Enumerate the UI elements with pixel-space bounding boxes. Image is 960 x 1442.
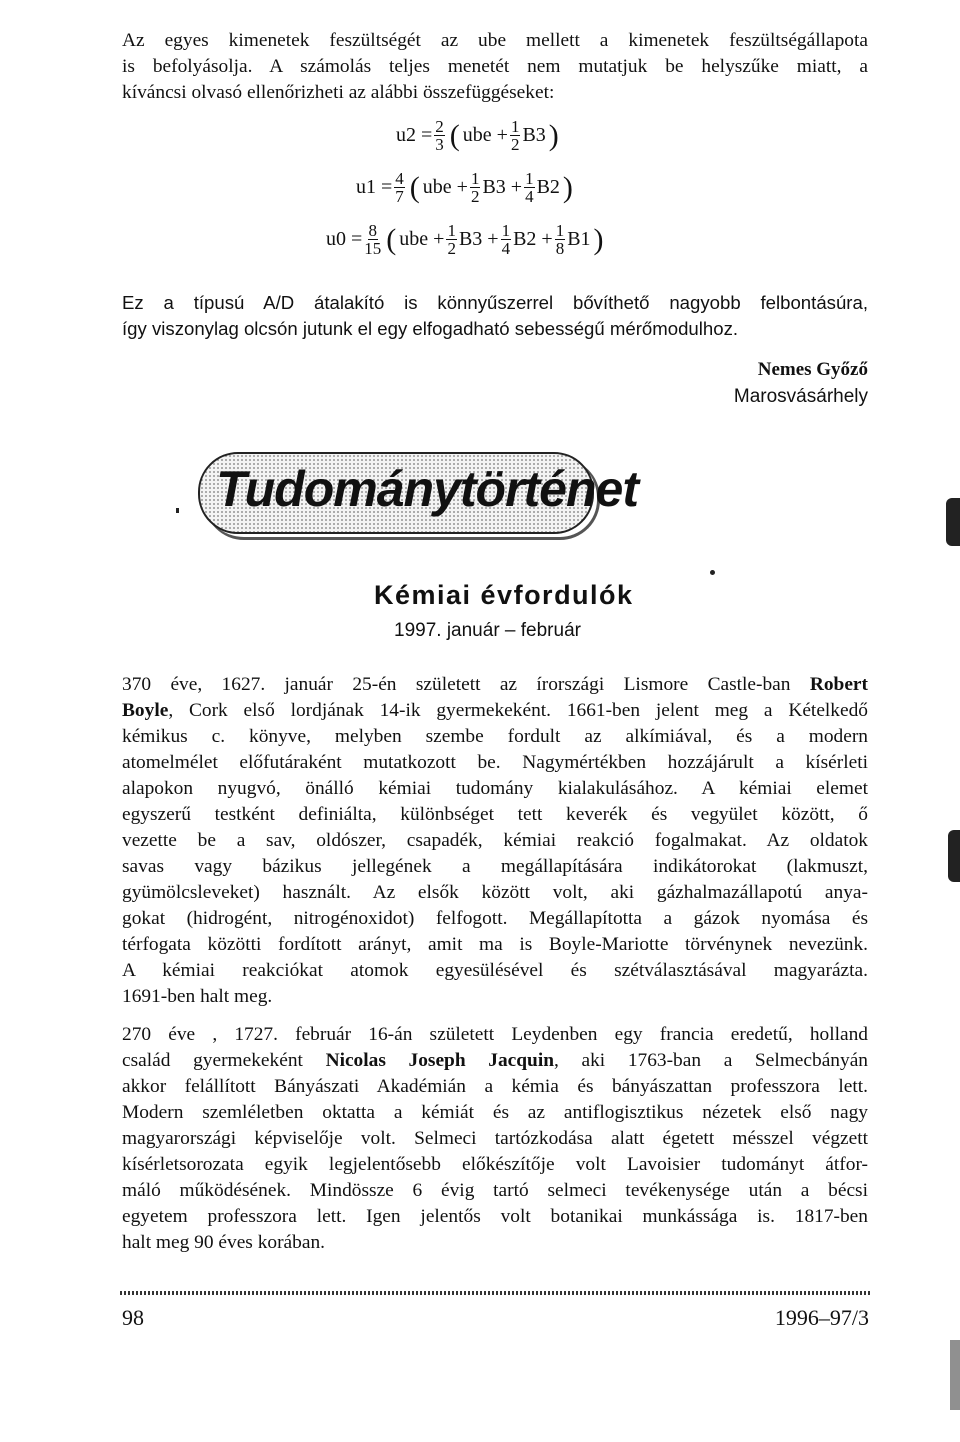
conclusion-line: Ez a típusú A/D átalakító is könnyűszerrel bővíthető nagyobb felbontásúra, [122,292,868,313]
article-line: A kémiai reakciókat atomok egyesülésével és szétválasztásával magyarázta. [122,960,868,981]
formula-fraction [555,222,566,257]
numerator: 8 [368,221,378,240]
denominator: 15 [364,239,382,258]
denominator: 2 [447,239,456,258]
section-date: 1997. január – február [394,620,581,641]
banner-title: Tudománytörténet [216,461,638,517]
article-line: kémikus c. könyve, melyben szembe fordult az alkímiával, és a modern [122,726,868,747]
margin-mark [950,1340,960,1410]
article-line: egyszerű testként definiálta, különbséget tett keverék és vegyület között, ő [122,804,868,825]
margin-mark [946,498,960,546]
formula-term: B1 [567,228,591,250]
formula-term: B3 + [458,228,499,250]
article-line: halt meg 90 éves korában. [122,1232,325,1253]
formula-u0 [326,222,607,257]
numerator: 1 [525,169,534,188]
article-text: , Cork első lordjának 14-ik gyermekeként. 1661-ben jelent meg a Kételkedő [168,700,868,721]
article-line: akkor felállított Bányászati Akadémián a kémia és bányászattan professzora lett. [122,1076,868,1097]
close-paren: ) [548,118,559,152]
denominator: 8 [555,239,565,258]
numerator: 1 [555,221,565,240]
intro-line: is befolyásolja. A számolás teljes menetét nem mutatjuk be helyszűke miatt, a [122,56,868,77]
print-speck [176,508,179,513]
intro-line: kíváncsi olvasó ellenőrizheti az alábbi összefüggéseket: [122,82,555,103]
numerator: 1 [501,221,511,240]
denominator: 7 [395,187,404,206]
formula-fraction [501,222,512,257]
numerator: 1 [470,169,480,188]
article-line: máló működésének. Mindössze 6 évig tartó selmeci tevékenysége után a bécsi [122,1180,868,1201]
formula-term: B2 + [513,228,553,250]
article-line [122,672,868,698]
formula-term: ube + [462,124,508,146]
author-signature [734,356,868,410]
article-line: 1691-ben halt meg. [122,986,273,1007]
article-line: Modern szemléletben oktatta a kémiát és az antiflogisztikus nézetek első nagy [122,1102,868,1123]
formula-fraction [446,222,457,257]
open-paren: ( [386,222,397,256]
denominator: 3 [435,135,444,154]
person-name: Nicolas Joseph Jacquin [325,1050,555,1071]
author-name: Nemes Győző [757,359,868,380]
conclusion-paragraph [122,290,868,342]
issue-number: 1996–97/3 [774,1305,869,1330]
close-paren: ) [593,222,604,256]
person-name: Robert [809,674,868,695]
numerator: 1 [447,221,456,240]
article-line: savas vagy bázikus jellegének a megállapítására indikátorokat (lakmuszt, [122,856,868,877]
formula-fraction [470,170,481,205]
denominator: 2 [510,135,520,154]
article-jacquin [122,1022,868,1256]
section-title: Kémiai évfordulók [374,580,634,610]
formula-lhs: u2 = [396,124,433,146]
article-line: alapokon nyugvó, önálló kémiai tudomány kialakulásához. A kémiai elemet [122,778,868,799]
article-line: vezette be a sav, oldószer, csapadék, kémiai reakció fogalmakat. Az oldatok [122,830,868,851]
numerator: 1 [510,117,520,136]
formula-term: B3 + [482,176,523,198]
formula-coefficient [434,118,445,153]
article-line: atomelmélet előfutáraként mutatkozott be. Nagymértékben hozzájárult a kísérleti [122,752,868,773]
formula-lhs: u1 = [356,176,393,198]
article-text: család gyermekeként [122,1050,326,1071]
open-paren: ( [449,118,460,152]
denominator: 2 [470,187,480,206]
formula-term: ube + [399,228,445,250]
denominator: 4 [525,187,534,206]
article-line: térfogata közötti fordított arányt, amit ma is Boyle-Mariotte törvénynek nevezünk. [122,934,868,955]
article-line: magyarországi képviselője volt. Selmeci tartózkodása alatt égetett mésszel végzett [122,1128,868,1149]
formula-term: ube + [422,176,468,198]
article-line: kísérletsorozata egyik legjelentősebb előkészítője volt Lavoisier tudományt átfor- [122,1154,868,1175]
article-boyle [122,672,868,1010]
formula-fraction [510,118,521,153]
footer-divider [120,1291,870,1295]
article-line: gyümölcsleveket) használt. Az elsők között volt, aki gázhalmazállapotú anya- [122,882,868,903]
formula-fraction [524,170,535,205]
formula-coefficient [364,222,381,257]
intro-paragraph [122,28,868,106]
margin-mark [948,830,960,882]
section-banner [198,452,638,534]
article-line [122,1048,868,1074]
numerator: 2 [435,117,444,136]
article-line: 270 éve , 1727. február 16-án született Leydenben egy francia eredetű, holland [122,1024,868,1045]
print-speck [710,570,715,575]
formula-u1 [356,170,576,205]
article-line: egyetem professzora lett. Igen jelentős volt botanikai munkássága is. 1817-ben [122,1206,868,1227]
close-paren: ) [562,170,573,204]
conclusion-line: így viszonylag olcsón jutunk el egy elfogadható sebességű mérőmodulhoz. [122,318,739,339]
denominator: 4 [501,239,511,258]
article-line [122,698,868,724]
page-number: 98 [122,1305,144,1330]
article-line: gokat (hidrogént, nitrogénoxidot) felfogott. Megállapította a gázok nyomása és [122,908,868,929]
numerator: 4 [395,169,404,188]
formula-coefficient [394,170,405,205]
article-text: , aki 1763-ban a Selmecbányán [554,1050,869,1071]
author-place: Marosvásárhely [733,386,868,407]
formula-term: B3 [522,124,546,146]
intro-line: Az egyes kimenetek feszültségét az ube mellett a kimenetek feszültségállapota [122,30,868,51]
open-paren: ( [409,170,420,204]
formula-term: B2 [536,176,560,198]
formula-u2 [396,118,562,153]
article-text: 370 éve, 1627. január 25-én született az írországi Lismore Castle-ban [122,674,810,695]
formula-lhs: u0 = [326,228,363,250]
person-name: Boyle [122,700,169,721]
